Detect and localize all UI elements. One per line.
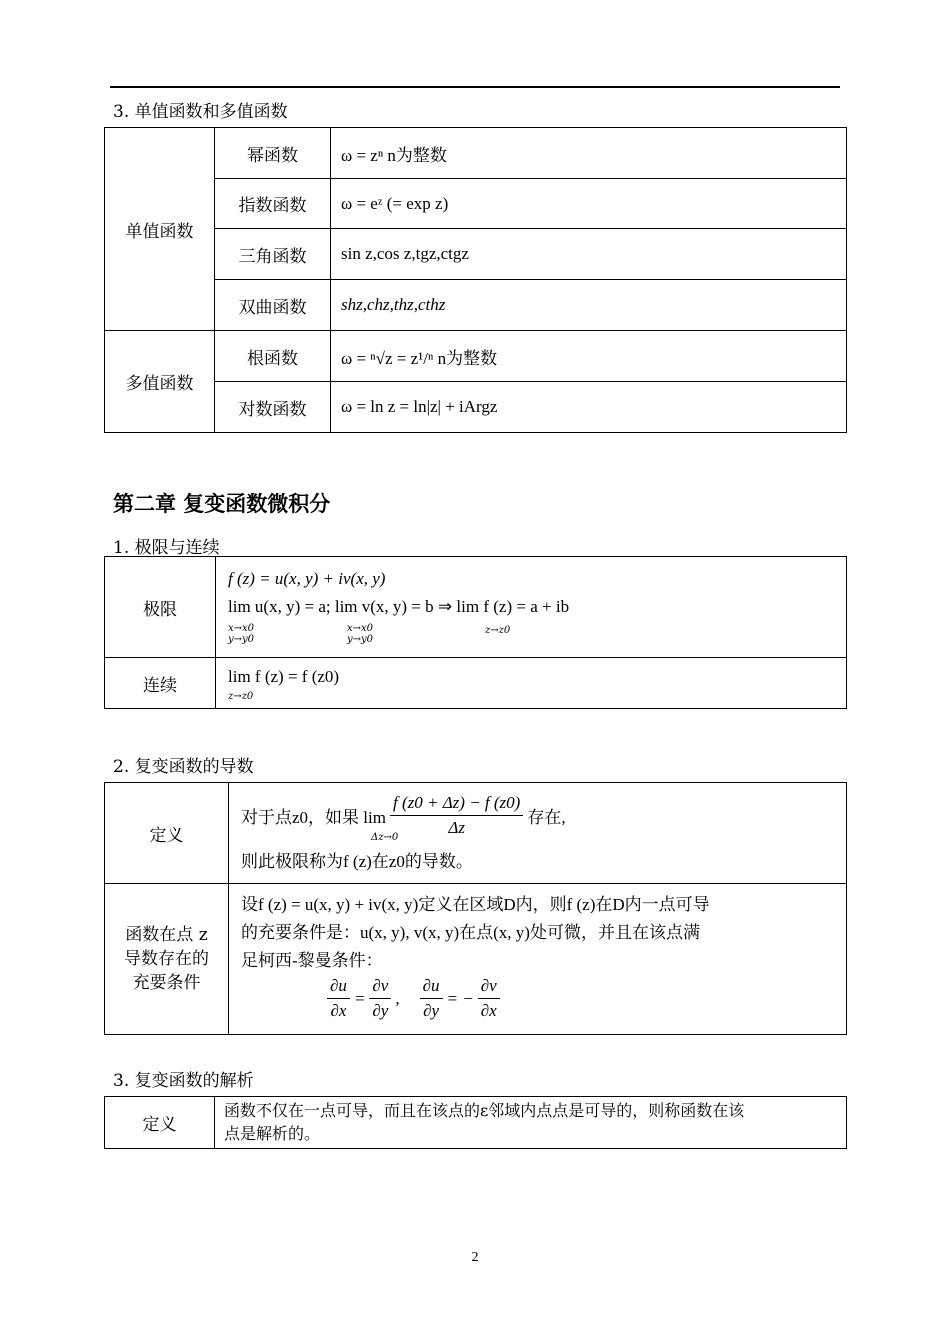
chapter-title: 第二章 复变函数微积分 [113, 492, 331, 516]
condition-line2: 的充要条件是：u(x, y), v(x, y)在点(x, y)处可微，并且在该点满 [241, 923, 700, 942]
analytic-label: 定义 [105, 1097, 215, 1148]
quotient-numerator: f (z0 + Δz) − f (z0) [390, 793, 523, 816]
cr1-num-left: ∂u [327, 976, 350, 999]
condition-label-line2: 导数存在的 [124, 949, 209, 969]
continuity-content [216, 658, 846, 708]
limit-line2: lim u(x, y) = a; lim v(x, y) = b ⇒ lim f (z) = a + ib [228, 597, 570, 616]
analytic-table [104, 1096, 847, 1149]
condition-label-line1: 函数在点 z [125, 925, 208, 945]
analytic-content [215, 1097, 846, 1148]
limit-sub1b: y→y0 [228, 634, 255, 645]
row-name-log: 对数函数 [215, 382, 331, 432]
cr2-den-right: ∂x [480, 1001, 497, 1020]
row-name-root: 根函数 [215, 331, 331, 382]
section-heading-derivative: 2. 复变函数的导数 [113, 757, 254, 777]
definition-sub: Δz→0 [371, 832, 399, 843]
condition-label [105, 884, 229, 1034]
limit-sub3: z→z0 [485, 625, 511, 636]
row-formula-exponential: ω = eᶻ (= exp z) [331, 179, 846, 229]
section-heading-functions: 3. 单值函数和多值函数 [113, 102, 288, 122]
derivative-table [104, 782, 847, 1035]
limit-line1: f (z) = u(x, y) + iv(x, y) [228, 569, 386, 588]
definition-line2: 则此极限称为f (z)在z0的导数。 [241, 852, 473, 871]
cauchy-riemann-equations: $\frac{\partial u}{\partial x}$ = $\frac{\partial v}{\partial y}$ , $\frac{\partial u}{\partial y}$ = − $\frac{\partial v}{\partial x}$ [323, 976, 504, 1021]
continuity-sub1: z→z0 [228, 691, 254, 702]
definition-post: 存在, [527, 808, 566, 827]
row-formula-power: ω = zⁿ n为整数 [331, 128, 846, 179]
continuity-label: 连续 [105, 658, 216, 708]
limit-sub1: x→x0 [228, 623, 255, 634]
page-number: 2 [471, 1250, 479, 1265]
definition-pre: 对于点z0，如果 lim [241, 808, 386, 827]
condition-line3: 足柯西-黎曼条件： [241, 951, 383, 970]
cr2-num-right: ∂v [478, 976, 500, 999]
row-name-trig: 三角函数 [215, 229, 331, 280]
group-single-valued: 单值函数 [105, 128, 215, 331]
section-heading-limits: 1. 极限与连续 [113, 538, 220, 558]
row-formula-root: ω = ⁿ√z = z¹/ⁿ n为整数 [331, 331, 846, 382]
difference-quotient [390, 793, 523, 838]
section-heading-analytic: 3. 复变函数的解析 [113, 1071, 254, 1091]
condition-label-line3: 充要条件 [132, 973, 201, 993]
row-formula-hyperbolic: shz,chz,thz,cthz [331, 280, 846, 331]
row-name-exponential: 指数函数 [215, 179, 331, 229]
cr2-num-left: ∂u [420, 976, 443, 999]
limits-table [104, 556, 847, 709]
row-name-hyperbolic: 双曲函数 [215, 280, 331, 331]
cr1-num-right: ∂v [369, 976, 391, 999]
group-multi-valued: 多值函数 [105, 331, 215, 432]
limit-sub2: x→x0 [347, 623, 374, 634]
header-rule [110, 86, 840, 88]
analytic-line2: 点是解析的。 [224, 1124, 321, 1143]
limit-content [216, 557, 846, 658]
quotient-denominator: Δz [448, 818, 465, 837]
row-name-power: 幂函数 [215, 128, 331, 179]
limit-label: 极限 [105, 557, 216, 658]
functions-table [104, 127, 847, 433]
definition-content [229, 783, 846, 884]
cr1-den-right: ∂y [372, 1001, 389, 1020]
row-formula-trig: sin z,cos z,tgz,ctgz [331, 229, 846, 280]
analytic-line1: 函数不仅在一点可导，而且在该点的ε邻域内点点是可导的，则称函数在该 [224, 1101, 745, 1120]
definition-label: 定义 [105, 783, 229, 884]
continuity-line1: lim f (z) = f (z0) [228, 667, 340, 686]
row-formula-log: ω = ln z = ln|z| + iArgz [341, 397, 498, 416]
cr1-den-left: ∂x [330, 1001, 347, 1020]
cr2-den-left: ∂y [423, 1001, 440, 1020]
condition-line1: 设f (z) = u(x, y) + iv(x, y)定义在区域D内，则f (z)在D内一点可导 [241, 895, 710, 914]
condition-content [229, 884, 846, 1034]
limit-sub2b: y→y0 [347, 634, 374, 645]
